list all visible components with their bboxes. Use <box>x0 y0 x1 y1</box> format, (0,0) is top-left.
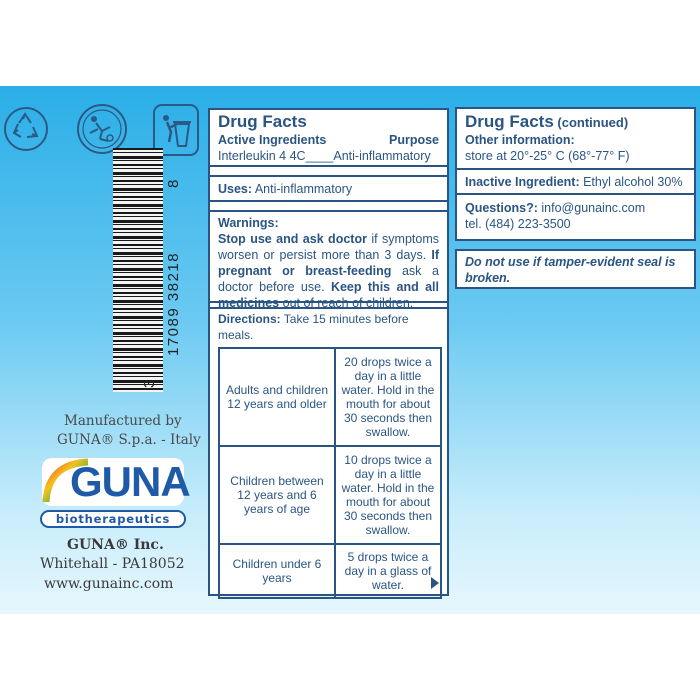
uses-section <box>210 177 447 202</box>
ingredient-name: Interleukin 4 4C <box>218 149 306 163</box>
recycle-icon <box>3 103 49 155</box>
table-row <box>219 348 441 446</box>
warnings-section <box>210 212 447 310</box>
uses-text: Anti-inflammatory <box>252 182 353 196</box>
ingredient-purpose: Anti-inflammatory <box>333 149 431 163</box>
questions-row <box>465 200 686 216</box>
dose-cell: 10 drops twice a day in a little water. Hold in the mouth for about 30 seconds then swallow. <box>335 446 441 544</box>
age-cell: Children between 12 years and 6 years of age <box>219 446 335 544</box>
other-information-label: Other information: <box>465 133 575 147</box>
barcode <box>113 148 163 392</box>
drug-facts-panel <box>208 108 449 596</box>
dose-cell: 5 drops twice a day in a glass of water. <box>335 544 441 598</box>
phone-number: tel. (484) 223-3500 <box>465 217 571 231</box>
ingredient-row <box>218 148 439 164</box>
other-information-section <box>457 109 694 170</box>
warning-text-2: ask a doctor before use. <box>218 264 439 294</box>
warning-keep-away: Keep this and all medicines <box>218 280 439 310</box>
questions-section <box>457 195 694 232</box>
inactive-ingredient-section <box>457 170 694 195</box>
directions-label: Directions: <box>218 312 281 326</box>
inactive-ingredient-text: Ethyl alcohol 30% <box>579 175 683 189</box>
barcode-digits: 17089 38218 <box>165 251 182 356</box>
directions-text: Take 15 minutes before meals. <box>218 312 409 342</box>
spacer <box>210 167 447 177</box>
directions-section <box>210 309 447 599</box>
drug-facts-continued-title: Drug Facts <box>465 112 554 131</box>
continued-suffix: (continued) <box>553 115 629 130</box>
tamper-notice-text: Do not use if tamper-evident seal is broken. <box>465 255 676 285</box>
directions-row <box>218 311 439 343</box>
active-ingredients-section <box>210 110 447 167</box>
storage-text: store at 20°-25° C (68°-77° F) <box>465 149 630 163</box>
warning-text-1: if symptoms worsen or persist more than 3 days. <box>218 232 439 262</box>
questions-label: Questions?: <box>465 201 538 215</box>
age-cell: Children under 6 years <box>219 544 335 598</box>
warning-stop-use: Stop use and ask doctor <box>218 232 367 246</box>
warning-text-3: out of reach of children. <box>279 296 414 310</box>
guna-logo <box>40 456 190 510</box>
active-header-row <box>218 132 439 148</box>
table-row <box>219 446 441 544</box>
manufacturer-name: GUNA® S.p.a. - Italy <box>57 432 201 448</box>
drug-facts-title: Drug Facts <box>218 112 307 131</box>
manufactured-by-label: Manufactured by <box>64 413 182 429</box>
drug-facts-continued-panel <box>455 107 696 241</box>
warning-pregnant: If pregnant or breast-feeding <box>218 248 439 278</box>
logo-subtitle: biotherapeutics <box>40 510 186 528</box>
barcode-lead-digit: 3 <box>141 379 158 388</box>
ingredient-dots: ____ <box>305 149 334 163</box>
uses-label: Uses: <box>218 182 253 196</box>
dose-cell: 20 drops twice a day in a little water. Hold in the mouth for about 30 seconds then swallow. <box>335 348 441 446</box>
questions-email: info@gunainc.com <box>537 201 646 215</box>
company-address: Whitehall - PA18052 <box>40 556 185 572</box>
age-cell: Adults and children 12 years and older <box>219 348 335 446</box>
barcode-side-digit: 8 <box>165 179 182 188</box>
inactive-ingredient-label: Inactive Ingredient: <box>465 175 580 189</box>
tamper-notice-box <box>455 249 696 289</box>
continued-title <box>465 112 686 132</box>
logo-wordmark: GUNA <box>70 458 190 505</box>
continue-arrow-icon <box>431 577 439 589</box>
warnings-title: Warnings: <box>218 216 279 230</box>
directions-table <box>218 347 442 599</box>
spacer <box>210 202 447 212</box>
active-ingredients-header: Active Ingredients <box>218 133 327 147</box>
table-row <box>219 544 441 598</box>
company-name: GUNA® Inc. <box>67 537 164 553</box>
company-website: www.gunainc.com <box>44 576 174 592</box>
purpose-header: Purpose <box>388 133 439 147</box>
